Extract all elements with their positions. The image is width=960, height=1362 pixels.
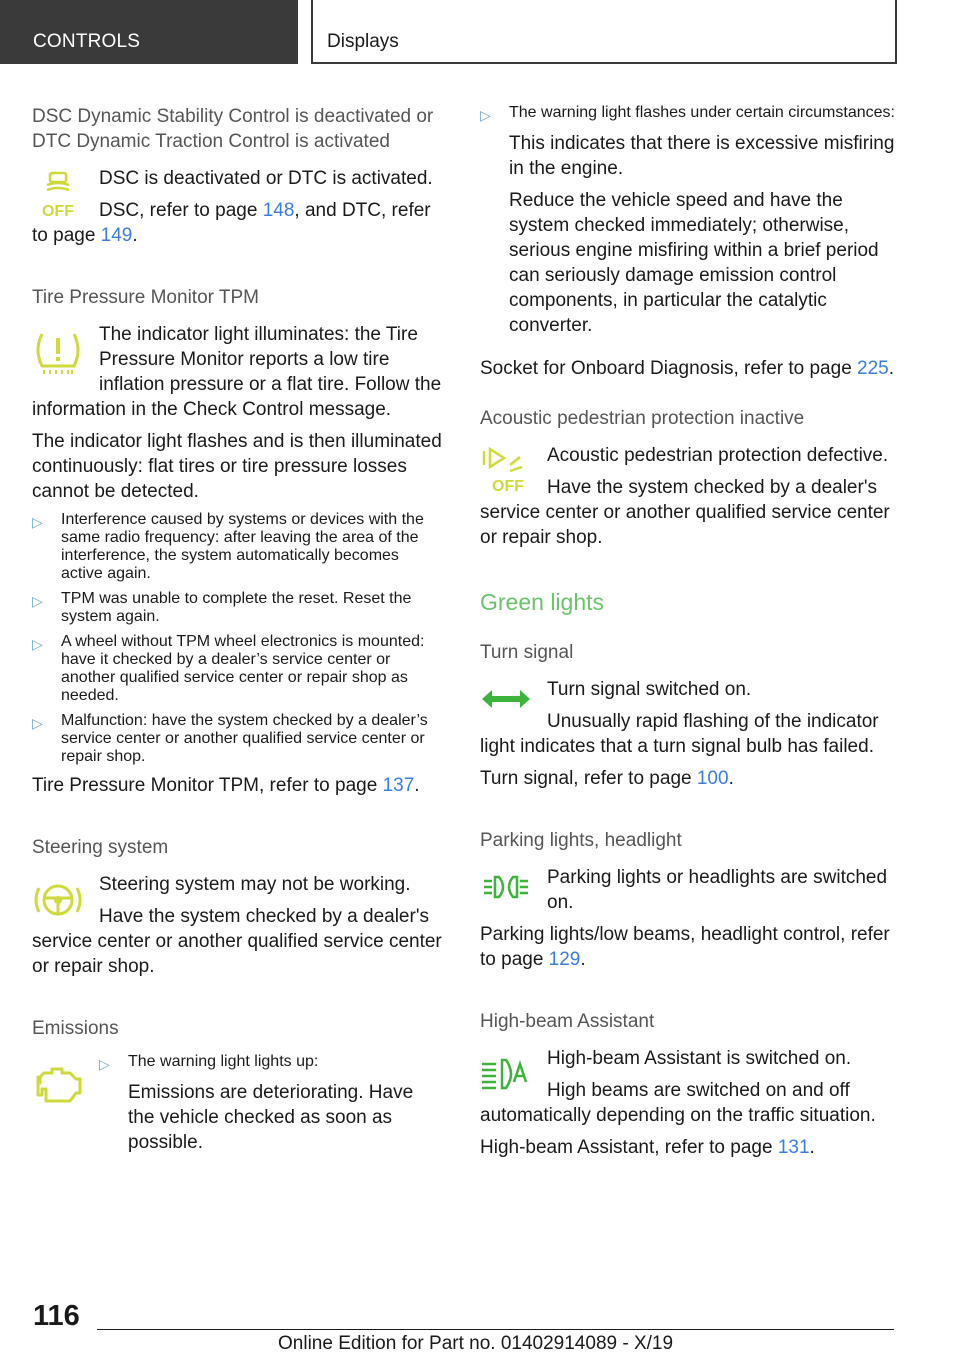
left-column — [32, 104, 444, 1155]
link-page-100[interactable]: 100 — [696, 768, 729, 789]
dsc-text-2: DSC, refer to page 148, and DTC, refer to page 149. — [32, 200, 431, 246]
tpm-bullet-3: ▷ A wheel without TPM wheel electronics is mounted: have it checked by a dealer’s service center or another qualified service center or repair shop as needed. — [32, 633, 425, 704]
acoustic-pedestrian-off-icon — [480, 445, 532, 497]
steering-block — [32, 872, 444, 979]
link-page-148[interactable]: 148 — [262, 200, 295, 221]
green-lights-heading: Green lights — [480, 589, 605, 615]
bullet-arrow-icon: ▷ — [480, 107, 491, 123]
right-column — [480, 104, 896, 1160]
emissions-block — [32, 1053, 444, 1155]
bullet-arrow-icon: ▷ — [32, 514, 43, 530]
highbeam-reference: High-beam Assistant, refer to page 131. — [480, 1137, 815, 1158]
parking-block — [480, 865, 896, 972]
acoustic-block — [480, 443, 896, 550]
steering-text-2: Have the system checked by a dealer's service center or another qualified service center or repair shop. — [32, 906, 442, 977]
bullet-arrow-icon: ▷ — [32, 715, 43, 731]
link-page-129[interactable]: 129 — [548, 949, 581, 970]
highbeam-block — [480, 1046, 896, 1160]
parking-heading: Parking lights, headlight — [480, 830, 682, 851]
acoustic-text-2: Have the system checked by a dealer's service center or another qualified service center or repair shop. — [480, 477, 890, 548]
bullet-arrow-icon: ▷ — [32, 636, 43, 652]
steering-text-1: Steering system may not be working. — [99, 874, 411, 895]
header-section-label: CONTROLS — [33, 31, 141, 52]
tpm-bullet-4: ▷ Malfunction: have the system checked by a dealer’s service center or another qualified service center or repair shop. — [32, 712, 428, 765]
dsc-block — [32, 166, 444, 248]
tire-pressure-warning-icon — [32, 328, 84, 380]
footer-divider — [97, 1329, 894, 1330]
high-beam-assistant-icon — [480, 1048, 532, 1100]
highbeam-heading: High-beam Assistant — [480, 1011, 655, 1032]
tpm-text-1: The indicator light illuminates: the Tire Pressure Monitor reports a low tire inflation pressure or a flat tire. Follow the information in the Check Control message. — [32, 324, 442, 420]
parking-lights-icon — [480, 867, 532, 919]
emissions-bullet-1: ▷ The warning light lights up: — [99, 1053, 319, 1072]
emissions-heading: Emissions — [32, 1018, 119, 1039]
acoustic-text-1: Acoustic pedestrian protection defective. — [547, 445, 889, 466]
turn-reference: Turn signal, refer to page 100. — [480, 768, 734, 789]
header-title-tab — [311, 0, 897, 64]
engine-check-icon — [32, 1059, 84, 1111]
emissions-text-1: Emissions are deteriorating. Have the vehicle checked as soon as possible. — [128, 1082, 414, 1153]
tpm-bullet-1: ▷ Interference caused by systems or devices with the same radio frequency: after leaving the area of the interference, the system automatically becomes active again. — [32, 511, 424, 582]
dsc-text-1: DSC is deactivated or DTC is activated. — [99, 168, 433, 189]
tpm-block — [32, 322, 444, 798]
acoustic-heading: Acoustic pedestrian protection inactive — [480, 408, 805, 429]
tpm-reference: Tire Pressure Monitor TPM, refer to page 137. — [32, 775, 420, 796]
svg-text:OFF: OFF — [42, 203, 74, 220]
svg-text:OFF: OFF — [492, 478, 524, 495]
steering-wheel-warning-icon — [32, 876, 84, 928]
parking-text-1: Parking lights or headlights are switched on. — [547, 867, 888, 913]
steering-heading: Steering system — [32, 837, 169, 858]
turn-block — [480, 677, 896, 791]
highbeam-text-2: High beams are switched on and off automatically depending on the traffic situation. — [480, 1080, 876, 1126]
link-page-149[interactable]: 149 — [100, 225, 133, 246]
link-page-131[interactable]: 131 — [777, 1137, 810, 1158]
parking-reference: Parking lights/low beams, headlight control, refer to page 129. — [480, 924, 890, 970]
page-number: 116 — [33, 1300, 80, 1332]
emissions-text-2: This indicates that there is excessive misfiring in the engine. — [509, 133, 895, 179]
footer-edition: Online Edition for Part no. 01402914089 - X/19 — [278, 1333, 674, 1354]
header-title-label: Displays — [327, 31, 399, 52]
bullet-arrow-icon: ▷ — [32, 593, 43, 609]
turn-heading: Turn signal — [480, 642, 574, 663]
emissions-bullet-2: ▷ The warning light flashes under certain circumstances: — [480, 104, 895, 123]
bullet-arrow-icon: ▷ — [99, 1056, 110, 1072]
tpm-heading: Tire Pressure Monitor TPM — [32, 287, 259, 308]
dsc-off-icon — [32, 168, 84, 220]
highbeam-text-1: High-beam Assistant is switched on. — [547, 1048, 852, 1069]
tpm-bullet-2: ▷ TPM was unable to complete the reset. Reset the system again. — [32, 590, 412, 625]
obd-reference: Socket for Onboard Diagnosis, refer to page 225. — [480, 358, 895, 379]
turn-text-2: Unusually rapid flashing of the indicator light indicates that a turn signal bulb has failed. — [480, 711, 879, 757]
header-section-tab — [0, 0, 298, 64]
emissions-text-3: Reduce the vehicle speed and have the system checked immediately; otherwise, serious engine misfiring within a brief period can seriously damage emission control components, in particular the catalytic converter. — [509, 190, 879, 336]
turn-signal-icon — [480, 679, 532, 731]
link-page-225[interactable]: 225 — [857, 358, 889, 379]
tpm-text-2: The indicator light flashes and is then illuminated continuously: flat tires or tire pressure losses cannot be detected. — [32, 431, 442, 502]
dsc-heading: DSC Dynamic Stability Control is deactivated or DTC Dynamic Traction Control is activated — [32, 106, 434, 152]
turn-text-1: Turn signal switched on. — [547, 679, 752, 700]
link-page-137[interactable]: 137 — [382, 775, 415, 796]
